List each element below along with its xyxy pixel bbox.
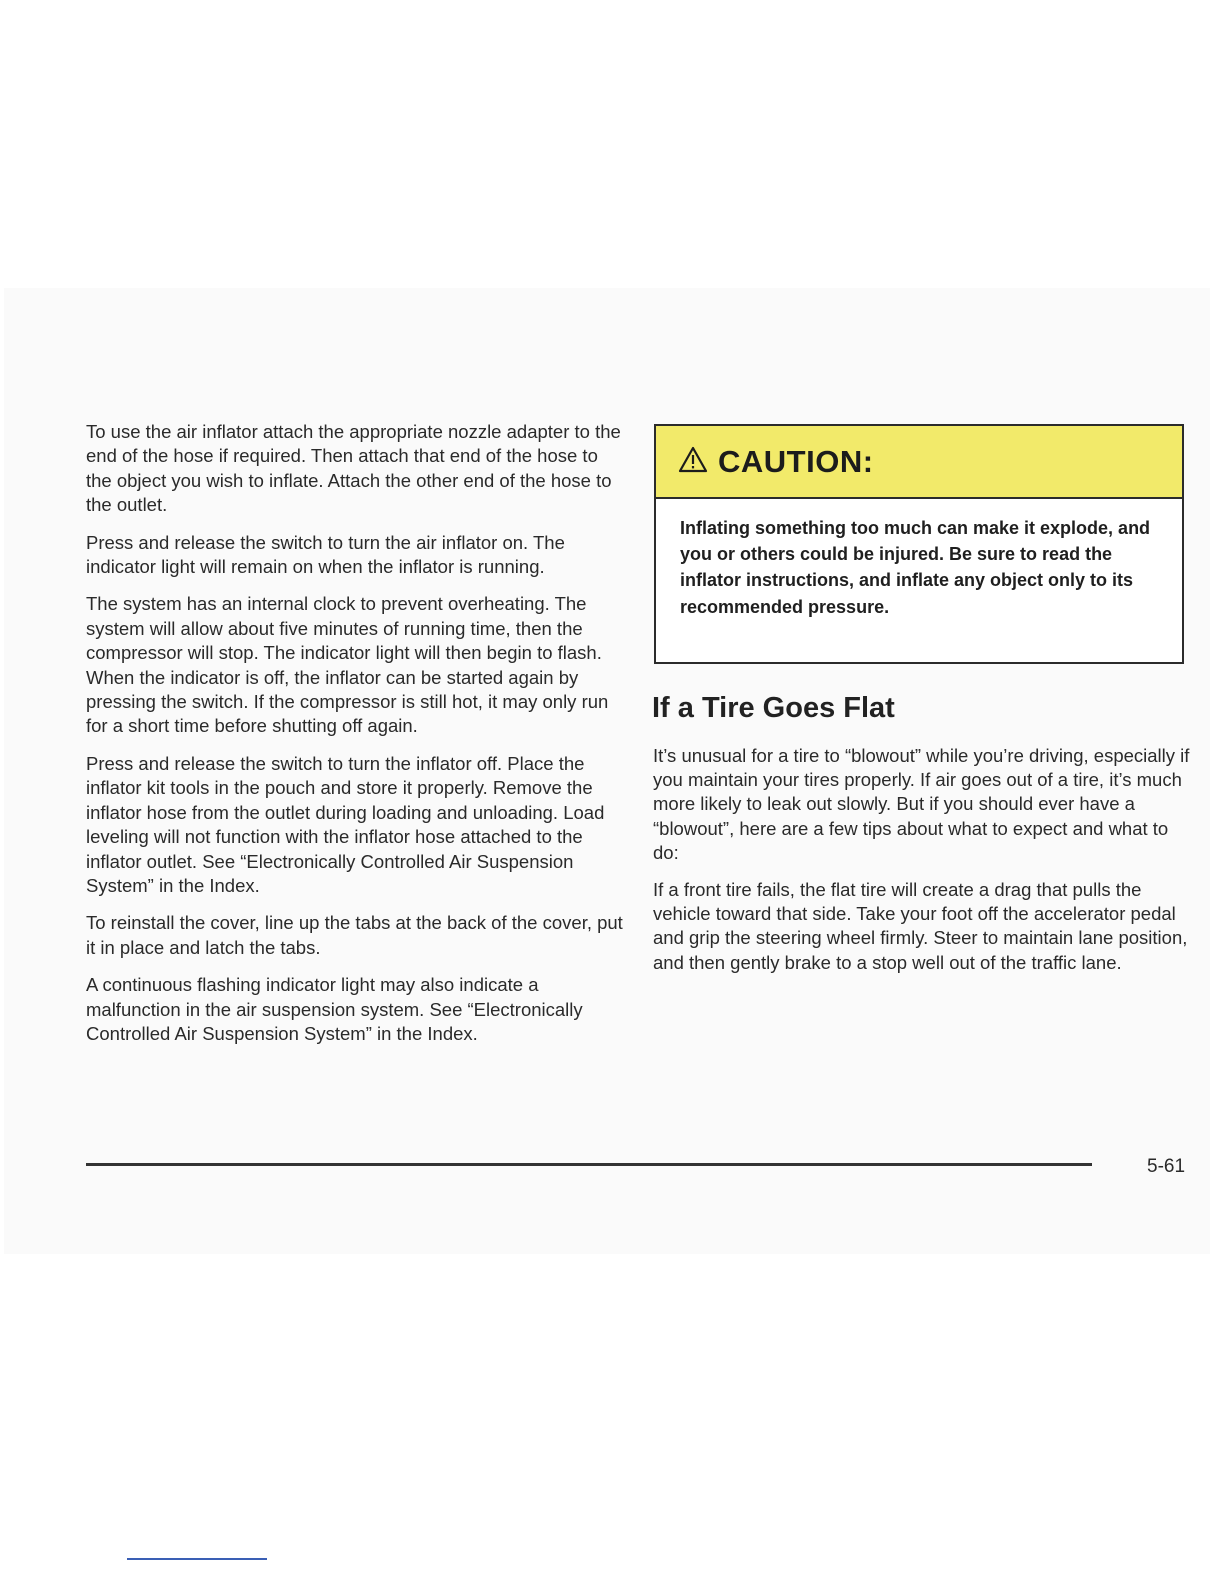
warning-triangle-icon [678,446,718,478]
link-underline [127,1558,267,1560]
flashing-indicator-paragraph: A continuous flashing indicator light may also indicate a malfunction in the air suspension system. See “Electronically Controlled Air Suspension System” in the Index. [86,974,583,1044]
left-column [86,420,626,1059]
caution-text: Inflating something too much can make it explode, and you or others could be injured. Be sure to read the inflator instructions, and inflate any object only to its recommended pressure. [680,518,1151,617]
footer-rule [86,1163,1092,1166]
overheating-paragraph: The system has an internal clock to prevent overheating. The system will allow about five minutes of running time, then the compressor will stop. The indicator light will then begin to flash. When the indicator is off, the inflator can be started again by pressing the switch. If the compressor is still hot, it may only run for a short time before shutting off again. [86,593,609,737]
front-tire-paragraph: If a front tire fails, the flat tire will create a drag that pulls the vehicle toward that side. Take your foot off the accelerator pedal and grip the steering wheel firmly. Steer to maintain lane position, and then gently brake to a stop well out of the traffic lane. [653,879,1188,973]
right-column [653,744,1193,988]
inflator-on-paragraph: Press and release the switch to turn the air inflator on. The indicator light will remain on when the inflator is running. [86,531,565,578]
page-number: 5-61 [1147,1156,1186,1177]
caution-box [654,424,1184,664]
caution-header [656,426,1182,499]
blowout-paragraph: It’s unusual for a tire to “blowout” while you’re driving, especially if you maintain your tires properly. If air goes out of a tire, it’s much more likely to leak out slowly. But if you should ever have a “blowout”, here are a few tips about what to expect and what to do: [653,745,1190,863]
section-heading: If a Tire Goes Flat [652,692,895,724]
inflator-off-paragraph: Press and release the switch to turn the inflator off. Place the inflator kit tools in the pouch and store it properly. Remove the inflator hose from the outlet during loading and unloading. Load leveling will not function with the inflator hose attached to the inflator outlet. See “Electronically Controlled Air Suspension System” in the Index. [86,752,605,896]
caution-title: CAUTION: [718,443,874,479]
inflator-attach-paragraph: To use the air inflator attach the appropriate nozzle adapter to the end of the hose if required. Then attach that end of the hose to the object you wish to inflate. Attach the other end of the hose to the outlet. [86,421,621,516]
reinstall-cover-paragraph: To reinstall the cover, line up the tabs at the back of the cover, put it in place and latch the tabs. [86,912,623,958]
